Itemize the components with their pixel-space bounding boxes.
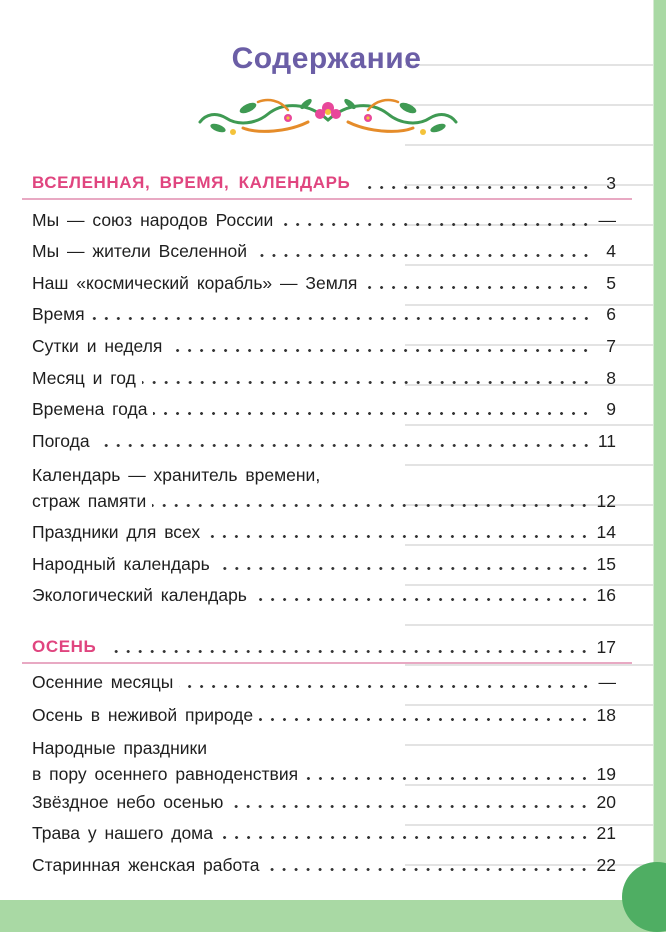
toc-item[interactable] (32, 303, 616, 325)
toc-page-number: 5 (606, 273, 616, 293)
toc-page-number: 19 (596, 764, 616, 784)
toc-page-number: 21 (596, 823, 616, 843)
toc-item-label: Месяц и год (32, 368, 136, 388)
toc-page-number: 8 (606, 368, 616, 388)
toc-page-number: 15 (596, 554, 616, 574)
toc-page-number: 3 (606, 173, 616, 193)
toc-page-number: 17 (596, 637, 616, 657)
dot-leader (259, 718, 590, 721)
toc-item-label: Экологический календарь (32, 585, 247, 605)
toc-item[interactable] (32, 854, 616, 876)
dot-leader (168, 349, 592, 352)
toc-item-label: Погода (32, 431, 90, 451)
toc-page-number: 7 (606, 336, 616, 356)
dot-leader (206, 535, 590, 538)
toc-item[interactable] (32, 704, 616, 726)
toc-item[interactable] (32, 272, 616, 294)
toc-item[interactable] (32, 671, 616, 693)
toc-page-number: 9 (606, 399, 616, 419)
dot-leader (229, 805, 590, 808)
toc-item[interactable] (32, 584, 616, 606)
toc-page-number: 18 (596, 705, 616, 725)
page-title: Содержание (231, 42, 422, 75)
toc-item-label: Звёздное небо осенью (32, 792, 224, 812)
toc-page-number: 12 (596, 491, 616, 511)
toc-page-number: 11 (597, 431, 616, 451)
toc-item[interactable] (32, 240, 616, 262)
toc-item[interactable] (32, 398, 616, 420)
toc-item-label: Праздники для всех (32, 522, 201, 542)
dot-leader (265, 868, 590, 871)
dot-leader (364, 186, 592, 189)
toc-item-label: Сутки и неделя (32, 336, 163, 356)
toc-item[interactable] (32, 464, 616, 512)
toc-item[interactable] (32, 553, 616, 575)
section-divider (22, 198, 632, 200)
toc-item-label: ВСЕЛЕННАЯ, ВРЕМЯ, КАЛЕНДАРЬ (32, 173, 351, 192)
dot-leader (152, 504, 590, 507)
toc-section-universe[interactable] (32, 172, 616, 194)
dot-leader (216, 567, 591, 570)
dot-leader (363, 286, 592, 289)
toc-item-label-line1: Народные праздники (32, 738, 207, 758)
toc-item-label-line2: в пору осеннего равноденствия (32, 764, 299, 784)
toc-item-label-line2: страж памяти (32, 491, 147, 511)
toc-item[interactable] (32, 430, 616, 452)
toc-page-number: 4 (606, 241, 616, 261)
toc-page-number: 16 (596, 585, 616, 605)
toc-page-number: — (598, 210, 616, 230)
dot-leader (304, 777, 590, 780)
toc-item-label: Осенние месяцы (32, 672, 174, 692)
toc-page-number: — (598, 672, 616, 692)
toc-item-label: Время (32, 304, 85, 324)
toc-item-label: Народный календарь (32, 554, 210, 574)
toc-item[interactable] (32, 367, 616, 389)
section-divider (22, 662, 632, 664)
toc-item[interactable] (32, 791, 616, 813)
dot-leader (279, 223, 592, 226)
dot-leader (96, 444, 592, 447)
dot-leader (91, 317, 592, 320)
toc-item-label: Старинная женская работа (32, 855, 260, 875)
dot-leader (253, 598, 591, 601)
dot-leader (142, 381, 592, 384)
dot-leader (253, 254, 592, 257)
toc-page-number: 20 (596, 792, 616, 812)
toc-item-label: Времена года (32, 399, 148, 419)
toc-item[interactable] (32, 209, 616, 231)
toc-item-label: Трава у нашего дома (32, 823, 213, 843)
toc-item-label: Осень в неживой природе (32, 705, 254, 725)
toc-item[interactable] (32, 822, 616, 844)
toc-section-autumn[interactable] (32, 636, 616, 658)
dot-leader (110, 650, 590, 653)
dot-leader (219, 836, 591, 839)
toc-item-label: Наш «космический корабль» — Земля (32, 273, 358, 293)
dot-leader (153, 412, 592, 415)
dot-leader (179, 685, 592, 688)
toc-item-label: Мы — союз народов России (32, 210, 274, 230)
toc-item-label-line1: Календарь — хранитель времени, (32, 465, 321, 485)
toc-item-label: Мы — жители Вселенной (32, 241, 248, 261)
toc-item[interactable] (32, 335, 616, 357)
toc-item[interactable] (32, 737, 616, 785)
toc-item[interactable] (32, 521, 616, 543)
toc-item-label: ОСЕНЬ (32, 637, 97, 656)
toc-page-number: 6 (606, 304, 616, 324)
toc-page-number: 22 (596, 855, 616, 875)
toc-page-number: 14 (596, 522, 616, 542)
